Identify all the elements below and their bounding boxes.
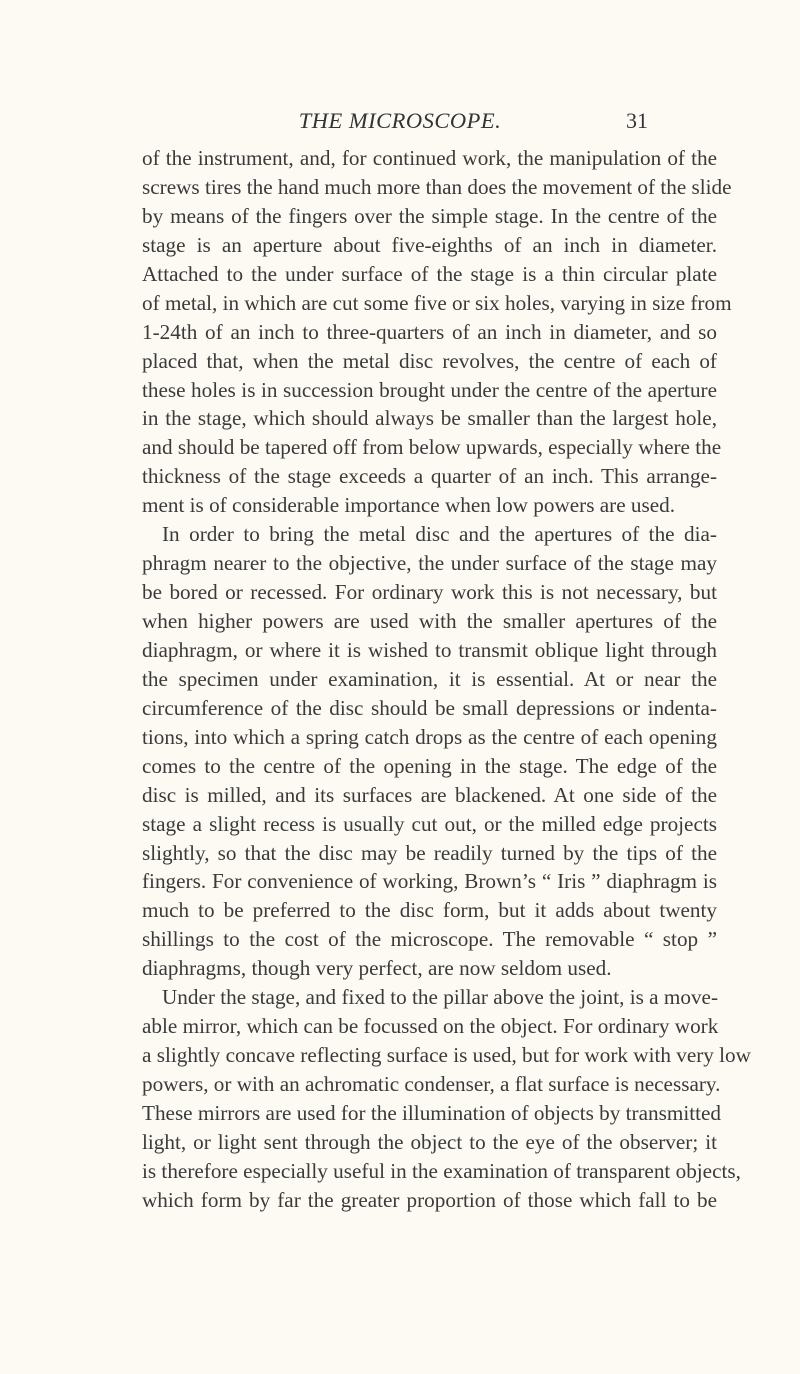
- text-line: In order to bring the metal disc and the apertures of the dia-: [162, 522, 717, 547]
- text-line: diaphragm, or where it is wished to transmit oblique light through: [142, 637, 717, 662]
- text-line: much to be preferred to the disc form, but it adds about twenty: [142, 898, 717, 923]
- text-line: able mirror, which can be focussed on the object. For ordinary work: [142, 1014, 719, 1039]
- text-line: light, or light sent through the object to the eye of the observer; it: [142, 1129, 717, 1154]
- text-line: is therefore especially useful in the examination of transparent objects,: [142, 1158, 741, 1183]
- text-line: diaphragms, though very perfect, are now seldom used.: [142, 956, 612, 981]
- text-line: stage is an aperture about five-eighths of an inch in diameter.: [142, 232, 717, 257]
- text-line: a slightly concave reflecting surface is used, but for work with very low: [142, 1043, 751, 1068]
- text-line: phragm nearer to the objective, the under surface of the stage may: [142, 551, 717, 576]
- text-line: circumference of the disc should be small depressions or indenta-: [142, 695, 717, 720]
- paragraph: [142, 144, 732, 520]
- text-line: powers, or with an achromatic condenser, a flat surface is necessary.: [142, 1072, 721, 1096]
- text-line: fingers. For convenience of working, Brown’s “ Iris ” diaphragm is: [142, 869, 717, 894]
- text-line: and should be tapered off from below upwards, especially where the: [142, 435, 722, 460]
- text-line: thickness of the stage exceeds a quarter of an inch. This arrange-: [142, 464, 717, 489]
- text-line: These mirrors are used for the illumination of objects by transmitted: [142, 1100, 721, 1125]
- text-line: these holes is in succession brought under the centre of the aperture: [142, 377, 717, 402]
- text-line: 1-24th of an inch to three-quarters of an inch in diameter, and so: [142, 319, 717, 344]
- text-line: stage a slight recess is usually cut out, or the milled edge projects: [142, 811, 717, 836]
- paragraph: [142, 983, 751, 1215]
- text-line: disc is milled, and its surfaces are blackened. At one side of the: [142, 782, 717, 807]
- text-line: be bored or recessed. For ordinary work this is not necessary, but: [142, 580, 717, 605]
- text-line: ment is of considerable importance when low powers are used.: [142, 493, 676, 518]
- text-line: Attached to the under surface of the stage is a thin circular plate: [142, 261, 717, 286]
- text-line: tions, into which a spring catch drops as the centre of each opening: [142, 724, 717, 749]
- text-line: when higher powers are used with the smaller apertures of the: [142, 609, 717, 633]
- paragraph: [142, 520, 717, 983]
- text-line: comes to the centre of the opening in the stage. The edge of the: [142, 753, 717, 778]
- body-text: [142, 144, 751, 1215]
- running-title: THE MICROSCOPE.: [298, 108, 502, 133]
- text-line: shillings to the cost of the microscope. The removable “ stop ”: [142, 927, 717, 952]
- text-line: Under the stage, and fixed to the pillar above the joint, is a move-: [162, 985, 719, 1010]
- text-line: which form by far the greater proportion of those which fall to be: [142, 1187, 717, 1212]
- text-line: of metal, in which are cut some five or six holes, varying in size from: [142, 290, 732, 315]
- text-line: the specimen under examination, it is essential. At or near the: [142, 666, 717, 691]
- text-line: screws tires the hand much more than does the movement of the slide: [142, 174, 732, 199]
- text-line: placed that, when the metal disc revolves, the centre of each of: [142, 348, 717, 373]
- text-line: of the instrument, and, for continued work, the manipulation of the: [142, 146, 717, 170]
- text-line: in the stage, which should always be smaller than the largest hole,: [142, 406, 717, 431]
- text-line: slightly, so that the disc may be readily turned by the tips of the: [142, 840, 717, 865]
- text-line: by means of the fingers over the simple stage. In the centre of the: [142, 203, 717, 228]
- page-number: 31: [626, 108, 648, 133]
